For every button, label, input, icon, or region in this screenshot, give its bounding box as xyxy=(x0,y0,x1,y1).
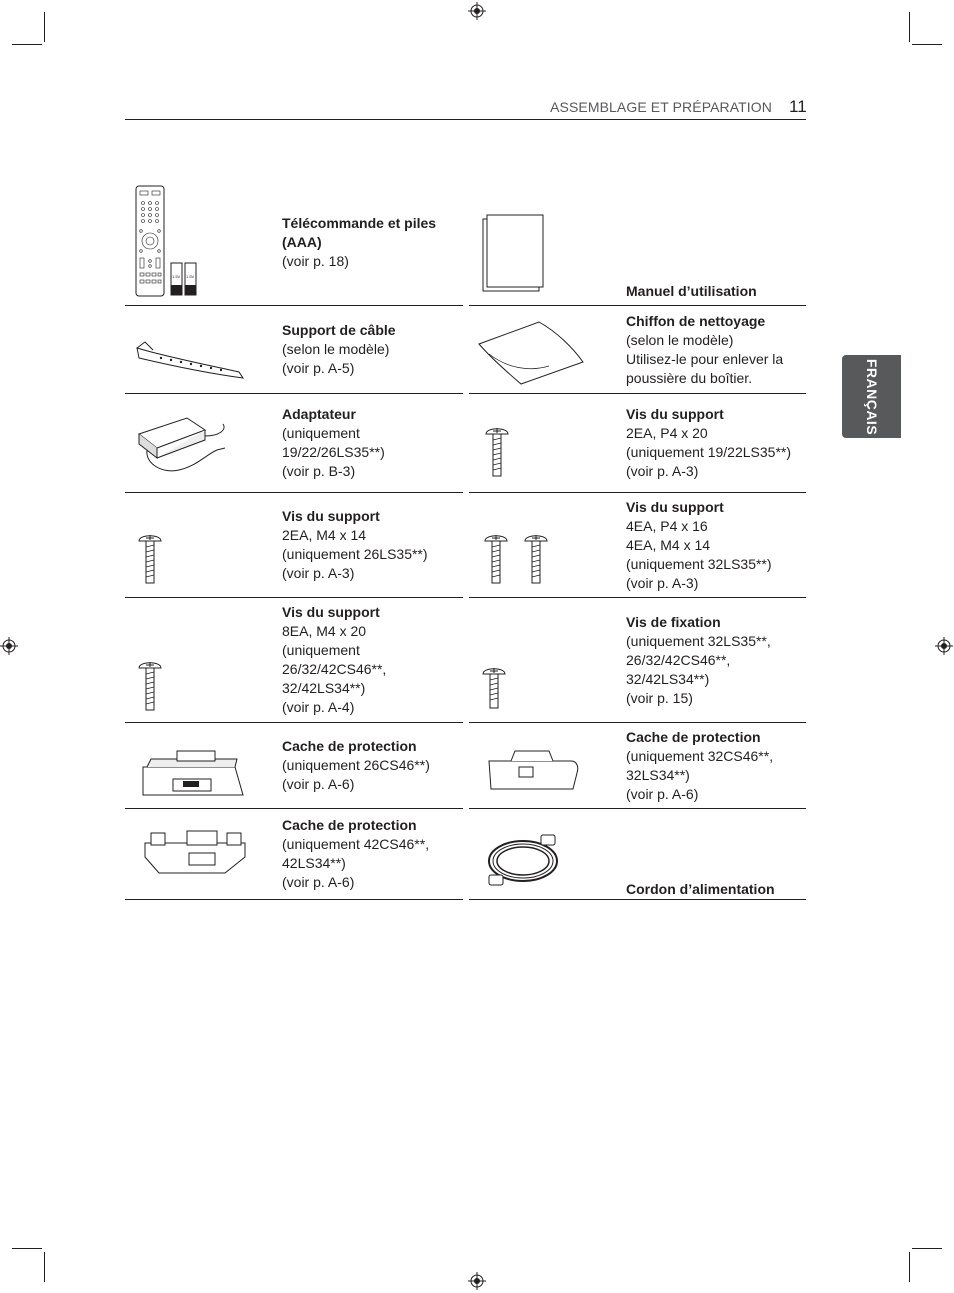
remote-control-and-batteries-icon xyxy=(135,185,225,299)
item-line: (selon le modèle) xyxy=(626,331,734,348)
item-cable-holder xyxy=(125,306,463,394)
stand-screw-icon xyxy=(137,660,163,714)
item-line: (uniquement 32CS46**, 32LS34**) xyxy=(626,747,774,783)
item-line: 4EA, P4 x 16 xyxy=(626,517,708,534)
item-line: 8EA, M4 x 20 xyxy=(282,623,367,639)
item-line: (uniquement 26/32/42CS46**, 32/42LS34**) xyxy=(282,642,387,696)
cable-holder-icon xyxy=(133,328,248,383)
item-title: Cache de protection xyxy=(282,738,417,754)
item-line: (uniquement 32LS35**, 26/32/42CS46**, 32/42LS34**) xyxy=(626,632,771,687)
item-stand-screw-26 xyxy=(125,493,463,598)
item-line: (uniquement 42CS46**, 42LS34**) xyxy=(282,836,430,871)
item-text xyxy=(626,394,804,492)
item-line: (uniquement 19/22LS35**) xyxy=(626,444,792,460)
registration-mark-icon xyxy=(935,637,953,655)
item-line: 2EA, M4 x 14 xyxy=(282,527,367,543)
item-title: Vis du support xyxy=(626,406,724,422)
registration-mark-icon xyxy=(0,637,18,655)
item-line: Utilisez-le pour enlever la poussière du boîtier. xyxy=(626,350,784,386)
item-manual xyxy=(469,183,806,306)
stand-screw-icon xyxy=(137,533,163,587)
item-text xyxy=(626,723,804,808)
item-stand-screw-8ea xyxy=(125,598,463,723)
stand-screw-icon xyxy=(523,533,549,587)
item-text xyxy=(282,493,460,597)
item-text xyxy=(282,183,460,301)
item-power-cord xyxy=(469,809,806,900)
item-title: Cache de protection xyxy=(282,817,417,833)
item-title: Vis du support xyxy=(282,508,380,524)
registration-mark-icon xyxy=(468,2,486,20)
item-text xyxy=(282,809,460,899)
item-line: (voir p. A-3) xyxy=(626,574,699,591)
crop-mark xyxy=(912,44,942,45)
ac-adapter-icon xyxy=(135,404,240,482)
item-text xyxy=(282,598,460,722)
item-line: (voir p. A-5) xyxy=(282,360,355,376)
item-line: (voir p. A-3) xyxy=(626,463,699,479)
item-line: 4EA, M4 x 14 xyxy=(626,536,711,553)
item-text xyxy=(626,183,804,303)
battery-label: 1.5V xyxy=(172,274,181,279)
item-line: (voir p. 15) xyxy=(626,689,693,706)
item-line: (voir p. 18) xyxy=(282,252,349,269)
protection-cover-icon xyxy=(483,745,583,795)
cleaning-cloth-icon xyxy=(477,318,587,388)
item-stand-screw-19-22 xyxy=(469,394,806,493)
item-title: Cordon d’alimentation xyxy=(626,881,775,897)
battery-label: 1.5V xyxy=(186,274,195,279)
item-line: (uniquement 26CS46**) xyxy=(282,757,430,773)
item-line: (voir p. A-3) xyxy=(282,565,355,581)
crop-mark xyxy=(909,1252,910,1282)
item-title: Vis du support xyxy=(626,498,724,515)
item-line: (uniquement 26LS35**) xyxy=(282,546,428,562)
crop-mark xyxy=(12,1248,42,1249)
item-remote xyxy=(125,183,463,306)
item-line: (selon le modèle) xyxy=(282,341,390,357)
row-divider xyxy=(469,899,806,900)
item-text xyxy=(282,394,460,492)
crop-mark xyxy=(44,1252,45,1282)
item-line: (voir p. A-6) xyxy=(282,874,355,890)
item-line: (voir p. A-4) xyxy=(282,699,355,715)
item-line: (uniquement 32LS35**) xyxy=(626,555,772,572)
protection-cover-icon xyxy=(139,745,249,803)
crop-mark xyxy=(909,12,910,42)
item-text xyxy=(282,306,460,393)
item-cover-42 xyxy=(125,809,463,900)
registration-mark-icon xyxy=(468,1272,486,1290)
item-title: Télécommande et piles (AAA) xyxy=(282,214,437,250)
stand-screw-icon xyxy=(483,533,509,587)
item-cover-26 xyxy=(125,723,463,809)
item-line: (voir p. A-6) xyxy=(282,776,355,792)
power-cord-icon xyxy=(485,829,575,889)
item-adapter xyxy=(125,394,463,493)
item-text xyxy=(282,723,460,808)
section-title: ASSEMBLAGE ET PRÉPARATION xyxy=(550,99,772,115)
item-line: (voir p. A-6) xyxy=(626,785,699,802)
item-title: Cache de protection xyxy=(626,728,761,745)
item-text xyxy=(626,598,804,722)
item-title: Manuel d’utilisation xyxy=(626,283,757,299)
language-tab-label: FRANÇAIS xyxy=(863,358,880,435)
stand-screw-icon xyxy=(481,666,507,712)
crop-mark xyxy=(44,12,45,42)
item-cloth xyxy=(469,306,806,394)
crop-mark xyxy=(912,1248,942,1249)
language-tab xyxy=(842,355,901,438)
item-stand-screw-32 xyxy=(469,493,806,598)
item-title: Vis de fixation xyxy=(626,613,721,630)
item-title: Support de câble xyxy=(282,322,396,338)
item-title: Chiffon de nettoyage xyxy=(626,312,766,329)
item-text xyxy=(626,493,804,597)
item-cover-32 xyxy=(469,723,806,809)
owners-manual-icon xyxy=(481,213,547,295)
item-fixing-screw xyxy=(469,598,806,723)
row-divider xyxy=(125,899,463,900)
item-line: (voir p. B-3) xyxy=(282,463,356,479)
stand-screw-icon xyxy=(484,426,510,480)
item-line: (uniquement 19/22/26LS35**) xyxy=(282,425,385,460)
crop-mark xyxy=(12,44,42,45)
item-title: Vis du support xyxy=(282,604,380,620)
protection-cover-icon xyxy=(141,827,253,877)
item-title: Adaptateur xyxy=(282,406,356,422)
header-rule xyxy=(125,119,806,120)
item-text xyxy=(626,306,804,393)
item-text xyxy=(626,809,804,901)
page-number: 11 xyxy=(789,97,807,116)
item-line: 2EA, P4 x 20 xyxy=(626,425,708,441)
